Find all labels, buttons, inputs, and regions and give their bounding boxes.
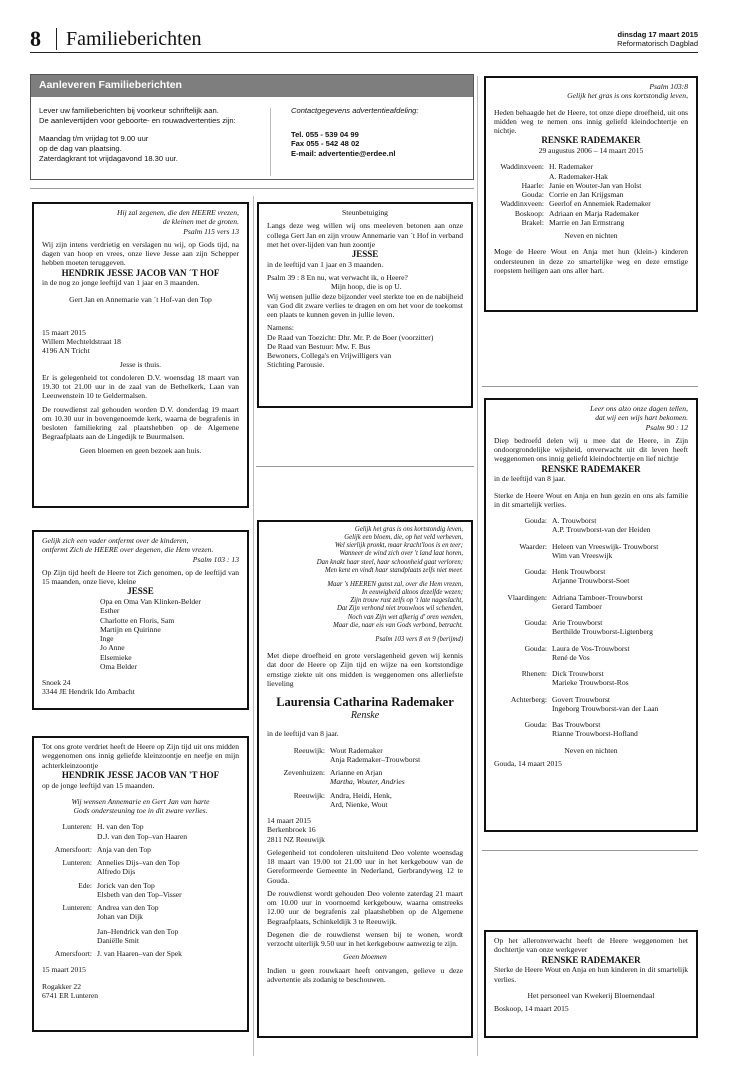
family-member: Martijn en Quirinne: [100, 624, 161, 634]
issue-date: dinsdag 17 maart 2015: [617, 30, 698, 39]
family-row: [494, 190, 688, 199]
deceased-name: RENSKE RADEMAKER: [541, 463, 641, 474]
info-line: Maandag t/m vrijdag tot 9.00 uur: [39, 134, 149, 144]
place-label: Gouda:: [524, 516, 547, 526]
section-rule: [256, 466, 474, 467]
staff-signature: Het personeel van Kwekerij Bloemendaal: [527, 990, 655, 1000]
family-row: [494, 593, 688, 612]
family-row: [494, 618, 688, 637]
family-member: Jo Anne: [100, 643, 125, 653]
bible-verse: Gelijk een bloem, die, op het veld verheven,: [344, 534, 463, 542]
card-note: Indien u geen rouwkaart heeft ontvangen, gelieve u deze advertentie als zodanig te beschouwen.: [267, 965, 463, 984]
family-member: Johan van Dijk: [97, 912, 143, 922]
address-city: 3344 JE Hendrik Ido Ambacht: [42, 687, 135, 697]
family-member: Marrie en Jan Ermstrang: [549, 217, 625, 227]
family-row: [494, 516, 688, 535]
family-member: Elsbeth van den Top–Visser: [97, 889, 182, 899]
family-row: [267, 746, 463, 765]
place-label: Brakel:: [521, 217, 544, 227]
deceased-age: in de nog zo jonge leeftijd van 1 jaar en 3 maanden.: [42, 278, 200, 288]
deceased-name: HENDRIK JESSE JACOB VAN ´T HOF: [61, 267, 220, 278]
notice-title: Steunbetuiging: [342, 208, 388, 217]
family-member: Berthilde Trouwborst-Ligtenberg: [552, 627, 653, 637]
submission-info-box: [30, 74, 474, 180]
deceased-age: in de leeftijd van 1 jaar en 3 maanden.: [267, 259, 384, 269]
family-row: [42, 903, 239, 945]
psalm-line: Mijn hoop, die is op U.: [331, 282, 402, 292]
info-line: Zaterdagkrant tot vrijdagavond 18.30 uur.: [39, 153, 178, 163]
place-label: Amersfoort:: [54, 949, 92, 959]
place-label: Vlaardingen:: [507, 592, 547, 602]
bible-verse: Dat Zijn verbond niet trouwloos wil schenden,: [336, 605, 463, 613]
family-member: Laura de Vos-Trouwborst: [552, 643, 630, 653]
deceased-name: Laurensia Catharina Rademaker: [276, 695, 454, 710]
place-label: Amersfoort:: [54, 844, 92, 854]
condolence-info: Gelegenheid tot condoleren uitsluitend Deo volente woensdag 18 maart van 19.00 tot 21.00 uur in het kerkgebouw van de Gereformeerde Gemeente in Nederland, Gerbrandyweg 12 te Gouda.: [267, 847, 463, 885]
deceased-age: in de leeftijd van 8 jaar.: [494, 474, 566, 484]
family-row: [494, 644, 688, 663]
family-row: [42, 822, 239, 841]
family-row: [494, 209, 688, 218]
deceased-age: op de jonge leeftijd van 15 maanden.: [42, 780, 155, 790]
place-label: Haarle:: [521, 180, 544, 190]
family-member: Elsemieke: [100, 652, 132, 662]
place-label: Achterberg:: [510, 694, 547, 704]
family-member: Ingeborg Trouwborst-van der Laan: [552, 703, 659, 713]
death-notice-renske-trouwborst: [484, 398, 698, 832]
deceased-name: RENSKE RADEMAKER: [541, 135, 641, 146]
family-member: Arianne en Arjan: [330, 768, 383, 778]
notice-date: 14 maart 2015: [267, 816, 311, 826]
deceased-name: JESSE: [127, 586, 154, 597]
death-notice-renske-grandparents: [484, 76, 698, 312]
family-member: A. Trouwborst: [552, 516, 597, 526]
condolence-info: Er is gelegenheid tot condoleren D.V. woensdag 18 maart van 19.30 tot 21.00 uur in de zaal van de Bethelkerk, Laan van Leeuwenstein 10 te Geldermalsen.: [42, 372, 239, 401]
family-row: [494, 669, 688, 688]
signature-line: Bewoners, Collega's en Vrijwilligers van: [267, 351, 392, 361]
family-member: Corrie en Jan Krijgsman: [549, 190, 624, 200]
place-label: Gouda:: [521, 190, 544, 200]
family-member: Marieke Trouwborst-Ros: [552, 678, 629, 688]
family-row: [494, 567, 688, 586]
section-rule: [30, 188, 474, 189]
family-row: [494, 162, 688, 181]
family-row: [494, 218, 688, 227]
death-notice-hof: [32, 202, 249, 508]
family-row: [267, 768, 463, 787]
info-line: op de dag van plaatsing.: [39, 144, 122, 154]
funeral-info: De rouwdienst wordt gehouden Deo volente zaterdag 21 maart om 10.00 uur in voornoemd kerkgebouw, waarna omstreeks 12.00 uur de begrafenis zal plaatshebben op de Algemene Begraafplaats, Schinkeldijk 3 te Reeuwijk.: [267, 888, 463, 926]
signature-line: De Raad van Bestuur: Mw. F. Bus: [267, 341, 371, 351]
notice-date: Gouda, 14 maart 2015: [494, 758, 562, 768]
employer-notice: [484, 930, 698, 1038]
family-member: A. Rademaker-Hak: [549, 171, 608, 181]
family-member: Jan–Hendrick van den Top: [97, 926, 179, 936]
family-member: Janie en Wouter-Jan van Holst: [549, 180, 642, 190]
family-row: [494, 695, 688, 714]
family-member: H. Rademaker: [549, 162, 593, 172]
contact-details: [291, 106, 471, 159]
family-row: [494, 542, 688, 561]
family-member: Rianne Trouwborst-Hofland: [552, 729, 638, 739]
bible-verse: Maar 's HEEREN gunst zal, over die Hem vrezen,: [327, 580, 463, 588]
bible-verse: Maar die, naar eis van Gods verbond, betracht.: [333, 621, 463, 629]
nephews-nieces: Neven en nichten: [564, 745, 618, 755]
life-dates: 29 augustus 2006 – 14 maart 2015: [538, 146, 644, 156]
family-row: [42, 881, 239, 900]
notice-date: 15 maart 2015: [42, 327, 86, 337]
column-divider: [477, 76, 478, 1056]
bible-verse: de kleinen met de groten.: [162, 217, 239, 227]
verse-reference: Psalm 103:8: [649, 82, 688, 91]
bible-verse: Gelijk zich een vader ontfermt over de kinderen,: [42, 536, 189, 545]
bible-verse: Men kent en vindt haar standplaats zelfs niet meer.: [325, 566, 463, 574]
death-notice-laurensia: [257, 520, 473, 1038]
bible-verse: Zijn trouw rust zelfs op 't late nageslacht,: [350, 597, 463, 605]
family-row: [267, 791, 463, 810]
address-street: Rogakker 22: [42, 981, 82, 991]
family-member: Annelies Dijs–van den Top: [97, 858, 180, 868]
bible-verse: ontfermt Zich de HEERE over degenen, die Hem vrezen.: [42, 545, 214, 555]
family-member: Opa en Oma Van Klinken-Belder: [100, 597, 202, 607]
family-row: [494, 720, 688, 739]
section-title: Familieberichten: [66, 28, 202, 50]
bible-verse: Noch van Zijn wet afkerig d' oren wenden,: [347, 613, 463, 621]
contact-fax: Fax 055 - 542 48 02: [291, 139, 360, 149]
header-divider: [56, 28, 57, 50]
family-row: [42, 858, 239, 877]
family-member: Esther: [100, 606, 120, 616]
place-label: Rhenen:: [521, 669, 547, 679]
place-label: Gouda:: [524, 567, 547, 577]
info-column-divider: [270, 108, 271, 176]
address-city: 6741 ER Lunteren: [42, 990, 99, 1000]
header-rule: [30, 52, 698, 53]
place-label: Gouda:: [524, 720, 547, 730]
address-street: Willem Mechteldstraat 18: [42, 337, 121, 347]
bible-verse: Gelijk het gras is ons kortstondig leven,: [567, 91, 688, 101]
psalm-line: Psalm 39 : 8 En nu, wat verwacht ik, o Heere?: [267, 273, 408, 283]
address-city: 2811 NZ Reeuwijk: [267, 834, 325, 844]
family-member: Andrea van den Top: [97, 903, 159, 913]
place-label: Waddinxveen:: [500, 162, 544, 172]
address-street: Snoek 24: [42, 678, 71, 688]
place-label: Waddinxveen:: [500, 199, 544, 209]
family-member: Adriana Tamboer-Trouwborst: [552, 592, 643, 602]
place-label: Reeuwijk:: [293, 745, 325, 755]
notice-intro: Op Zijn tijd heeft de Heere tot Zich genomen, op de leeftijd van 15 maanden, onze lieve, kleine: [42, 567, 239, 586]
wish-text: Wij wensen Annemarie en Gert Jan van harte: [71, 796, 210, 806]
family-member: Martha, Wouter, Andries: [330, 777, 405, 787]
notice-date: Boskoop, 14 maart 2015: [494, 1004, 569, 1014]
flowers-note: Geen bloemen: [343, 952, 387, 962]
family-member: Charlotte en Floris, Sam: [100, 615, 175, 625]
notice-intro: Wij zijn intens verdrietig en verslagen nu wij, op Gods tijd, na dagen van hoop en vrees, onze lieve Jesse aan zijn Schepper hebben moeten teruggeven.: [42, 239, 239, 268]
place-label: Zevenhuizen:: [283, 768, 325, 778]
family-row: [42, 845, 239, 854]
family-member: Alfredo Dijs: [97, 867, 136, 877]
deceased-name: RENSKE RADEMAKER: [541, 954, 641, 965]
verse-reference: Psalm 103 : 13: [192, 554, 239, 564]
place-label: Ede:: [78, 880, 92, 890]
contact-phone[interactable]: Tel. 055 - 539 04 99: [291, 129, 359, 139]
family-member: Jorick van den Top: [97, 880, 155, 890]
notice-intro: Met diepe droefheid en grote verslagenheid geven wij kennis dat door de Heere op Zijn tijd en wijze na een kortstondige ernstige ziekte uit ons midden is weggenomen ons allerliefste lieveling: [267, 651, 463, 688]
wish-text: Gods ondersteuning toe in dit zware verlies.: [73, 806, 208, 816]
place-label: Lunteren:: [62, 822, 92, 832]
info-line: De aanlevertijden voor geboorte- en rouwadvertenties zijn:: [39, 115, 236, 125]
section-rule: [482, 386, 698, 387]
verse-reference: Psalm 103 vers 8 en 9 (berijmd): [375, 635, 463, 643]
family-member: J. van Haaren–van der Spek: [97, 949, 182, 959]
deceased-nickname: Renske: [350, 710, 380, 722]
family-member: H. van den Top: [97, 822, 144, 832]
place-label: Waarder:: [519, 541, 547, 551]
funeral-info: De rouwdienst zal gehouden worden D.V. donderdag 19 maart om 10.30 uur in bovengenoemde kerk, waarna de begrafenis in besloten familiekring zal plaatshebben op de Algemene Begraafplaats aan de Lingedijk te Buurmalsen.: [42, 404, 239, 442]
notice-intro: Diep bedroefd delen wij u mee dat de Heere, in Zijn ondoorgrondelijke wijsheid, onverwacht uit dit leven heeft weggenomen ons innig geliefd kleindochtertje en lief nichtje: [494, 435, 688, 464]
family-member: Arjanne Trouwborst-Soet: [552, 576, 630, 586]
bible-verse: Hij zal zegenen, die den HEERE vrezen,: [116, 208, 239, 217]
wish-text: Sterke de Heere Wout en Anja en hun kinderen in dit smartelijk verlies.: [494, 965, 688, 984]
contact-email[interactable]: E-mail: advertentie@erdee.nl: [291, 149, 396, 159]
family-member: René de Vos: [552, 652, 590, 662]
family-member: Anja Rademaker–Trouwborst: [330, 754, 421, 764]
family-row: [494, 199, 688, 208]
family-member: Henk Trouwborst: [552, 567, 606, 577]
final-note: Geen bloemen en geen bezoek aan huis.: [79, 445, 202, 455]
family-member: Wim van Vreeswijk: [552, 550, 613, 560]
support-notice: [257, 202, 473, 408]
notice-date: 15 maart 2015: [42, 965, 86, 975]
family-member: A.P. Trouwborst-van der Heiden: [552, 525, 651, 535]
column-divider: [253, 196, 254, 1056]
family-row: [42, 949, 239, 958]
submission-times: [39, 106, 289, 164]
family-member: Adriaan en Marja Rademaker: [549, 208, 640, 218]
bible-verse: In eeuwigheid altoos dezelfde wezen;: [361, 589, 463, 597]
notice-intro: Langs deze weg willen wij ons meeleven betonen aan onze collega Gert Jan en zijn vrouw Annemarie van ´t Hof in verband met het over-lijden van hun zoontje: [267, 221, 463, 249]
family-member: Heleen van Vreeswijk- Trouwborst: [552, 541, 659, 551]
deceased-name: HENDRIK JESSE JACOB VAN 'T HOF: [61, 769, 220, 780]
parents: Gert Jan en Annemarie van ´t Hof-van den Top: [69, 294, 212, 304]
verse-reference: Psalm 115 vers 13: [183, 226, 239, 236]
contact-title: Contactgegevens advertentieafdeling:: [291, 106, 419, 115]
family-member: Govert Trouwborst: [552, 694, 611, 704]
family-member: D.J. van den Top–van Haaren: [97, 831, 188, 841]
family-member: Geerlof en Annemiek Rademaker: [549, 199, 651, 209]
bible-verse: Wanneer de wind zich over 't land laat horen,: [339, 550, 463, 558]
family-member: Inge: [100, 634, 114, 644]
signature-line: De Raad van Toezicht: Dhr. Mr. P. de Boer (voorzitter): [267, 332, 434, 342]
address-city: 4196 AN Tricht: [42, 346, 90, 356]
notice-intro: Heden behaagde het de Heere, tot onze diepe droefheid, uit ons midden weg te nemen ons innig geliefd kleindochtertje en nichtje.: [494, 107, 688, 135]
family-member: Daniëlle Smit: [97, 935, 139, 945]
nephews-nieces: Neven en nichten: [564, 231, 618, 241]
newspaper-name: Reformatorisch Dagblad: [617, 39, 698, 48]
place-label: Lunteren:: [62, 858, 92, 868]
signature-line: Namens:: [267, 323, 294, 333]
page-number: 8: [30, 26, 41, 51]
info-title: Aanleveren Familieberichten: [31, 75, 473, 97]
place-label: Boskoop:: [514, 208, 544, 218]
place-label: Lunteren:: [62, 903, 92, 913]
notice-intro: Tot ons grote verdriet heeft de Heere op Zijn tijd uit ons midden weggenomen ons innig geliefde kleinzoontje en neefje en mijn achterkleinzoontje: [42, 742, 239, 770]
bible-verse: dat wij een wijs hart bekomen.: [595, 413, 688, 423]
info-line: Lever uw familieberichten bij voorkeur schriftelijk aan.: [39, 106, 219, 115]
deceased-age: in de leeftijd van 8 jaar.: [267, 729, 339, 739]
place-label: Gouda:: [524, 618, 547, 628]
bible-verse: Wel sierlijk pronkt, maar kracht'loos is en teer;: [334, 542, 463, 550]
attendance-info: Degenen die de rouwdienst wensen bij te wonen, wordt verzocht uiterlijk 9.50 uur in het kerkgebouw aanwezig te zijn.: [267, 929, 463, 949]
address-street: Berkenbroek 16: [267, 825, 316, 835]
family-member: Anja van den Top: [97, 844, 151, 854]
wish-text: Moge de Heere Wout en Anja met hun (klein-) kinderen ondersteunen in deze zo smartelijke weg en deze ernstige roepstem heiligen aan ons aller hart.: [494, 247, 688, 275]
family-member: Bas Trouwborst: [552, 720, 601, 730]
wish-text: Wij wensen jullie deze bijzonder veel sterkte toe en de nabijheid van God dit zware verlies te dragen en om het voor de toekomst een plaats te kunnen geven in jullie leven.: [267, 291, 463, 320]
family-member: Ard, Nienke, Wout: [330, 799, 388, 809]
death-notice-jesse-grandparents: [32, 530, 249, 710]
family-row: [494, 181, 688, 190]
notice-intro: Op het alleronverwacht heeft de Heere weggenomen het dochtertje van onze werkgever: [494, 936, 688, 955]
bible-verse: Leer ons alzo onze dagen tellen,: [590, 404, 688, 413]
death-notice-hof-family: [32, 736, 249, 1032]
wish-text: Sterke de Heere Wout en Anja en hun gezin en ons als familie in dit smartelijk verlies.: [494, 490, 688, 509]
verse-reference: Psalm 90 : 12: [645, 422, 688, 432]
deceased-name: JESSE: [351, 249, 379, 259]
family-member: Andra, Heidi, Henk,: [330, 790, 392, 800]
family-member: Arie Trouwborst: [552, 618, 603, 628]
place-label: Gouda:: [524, 643, 547, 653]
place-label: Reeuwijk:: [293, 790, 325, 800]
family-member: Dick Trouwborst: [552, 669, 604, 679]
section-rule: [482, 850, 698, 851]
family-member: Wout Rademaker: [330, 745, 383, 755]
family-member: Oma Belder: [100, 661, 137, 671]
family-member: Gerard Tamboer: [552, 601, 602, 611]
signature-line: Stichting Parousie.: [267, 360, 325, 370]
bible-verse: Dan knakt haar steel, haar schoonheid gaat verloren;: [316, 558, 463, 566]
home-note: Jesse is thuis.: [119, 359, 162, 369]
bible-verse: Gelijk het gras is ons kortstondig leven,: [354, 526, 463, 533]
